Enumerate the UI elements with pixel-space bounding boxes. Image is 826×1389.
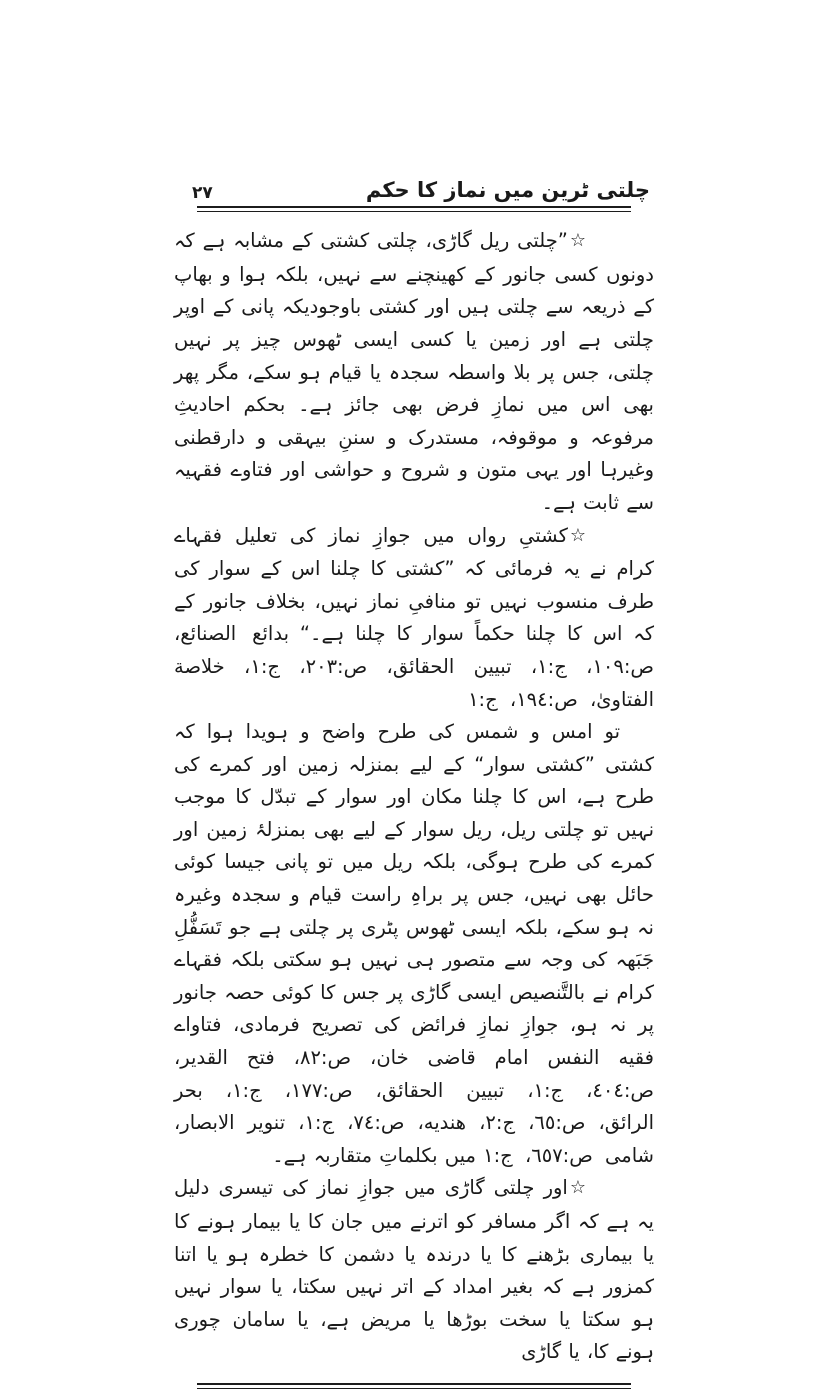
star-icon: ☆: [569, 230, 586, 252]
citation-text: بدائع الصنائع، ص:١٠٩، ج:١، تبیین الحقائق، ص:٢٠٣، ج:١، خلاصة الفتاویٰ، ص:١٩٤، ج:١: [174, 622, 655, 711]
page-number: ۲۷: [192, 183, 213, 204]
paragraph-text: کشتیِ رواں میں جوازِ نماز کی تعلیل فقہاے کرام نے یہ فرمائی کہ ”کشتی کا چلنا اس کے سوار کی طرف منسوب نہیں تو منافیِ نماز نہیں، بخلاف جانور کے کہ اس کا چلنا حکماً سوار کا چلنا ہے۔“: [174, 523, 654, 646]
footer-rule: [197, 1383, 631, 1389]
paragraph-text: ”چلتی ریل گاڑی، چلتی کشتی کے مشابہ ہے کہ دونوں کسی جانور کے کھینچنے سے نہیں، بلکہ ہوا و بھاپ کے ذریعہ سے چلتی ہیں اور کشتی باوجودیکہ پانی کے اوپر چلتی ہے اور زمین یا کسی ایسی ٹھوس چیز پر نہیں چلتی، جس پر بلا واسطہ سجدہ یا قیام ہو سکے، مگر پھر بھی اس میں نمازِ فرض بھی جائز ہے۔ بحکم احادیثِ مرفوعہ و موقوفہ، مستدرک و سننِ بیہقی و دارقطنی وغیرہا اور یہی متون و شروح و حواشی اور فتاوے فقہیہ سے ثابت ہے۔: [174, 229, 654, 514]
body-text: [174, 225, 654, 1369]
paragraph: [174, 1172, 654, 1369]
paragraph-text: میں بکلماتِ متقاربہ ہے۔: [272, 1143, 476, 1167]
paragraph: [174, 520, 654, 717]
star-icon: ☆: [569, 1177, 586, 1199]
citation-text: فقیه النفس امام قاضی خان، ص:٨٢، فتح القدیر، ص:٤٠٤، ج:١، تبیین الحقائق، ص:١٧٧، ج:١، بحر الرائق، ص:٦٥، ج:٢، هندیه، ص:٧٤، ج:١، تنویر الابصار، شامی ص:٦٥٧، ج:١: [174, 1046, 654, 1167]
paragraph: [174, 225, 654, 519]
running-title: چلتی ٹرین میں نماز کا حکم: [365, 178, 650, 202]
star-icon: ☆: [569, 524, 586, 546]
paragraph-text: اور چلتی گاڑی میں جوازِ نماز کی تیسری دلیل یہ ہے کہ اگر مسافر کو اترنے میں جان کا یا بیمار ہونے کا یا بیماری بڑھنے کا یا درندہ یا دشمن کا خطرہ ہو یا اتنا کمزور ہے کہ بغیر امداد کے اتر نہیں سکتا، یا سوار نہیں ہو سکتا یا سخت بوڑھا یا مریض ہے، یا سامان چوری ہونے کا، یا گاڑی: [174, 1176, 654, 1364]
paragraph-text: تو امس و شمس کی طرح واضح و ہویدا ہوا کہ کشتی ”کشتی سوار“ کے لیے بمنزلہ زمین اور کمرے کی طرح ہے، اس کا چلنا مکان اور سوار کے تبدّل کا موجب نہیں تو چلتی ریل، ریل سوار کے لیے بھی بمنزلۂ زمین اور کمرے کی طرح ہوگی، بلکہ ریل میں تو پانی جیسا کوئی حائل بھی نہیں، جس پر براہِ راست قیام و سجدہ وغیرہ نہ ہو سکے، بلکہ ایسی ٹھوس پٹری پر چلتی ہے جو تَسَفُّلِ جَبَھہ کی وجہ سے متصور ہی نہیں ہو سکتی بلکہ فقہاے کرام نے بالتَّنصیص ایسی گاڑی پر جس کا کوئی حصہ جانور پر نہ ہو، جوازِ نمازِ فرائض کی تصریح فرمادی، فتاواے: [174, 720, 654, 1037]
header-rule: [197, 206, 631, 212]
text-block: [174, 178, 654, 1389]
page-header: [174, 178, 654, 203]
paragraph: [174, 716, 654, 1172]
